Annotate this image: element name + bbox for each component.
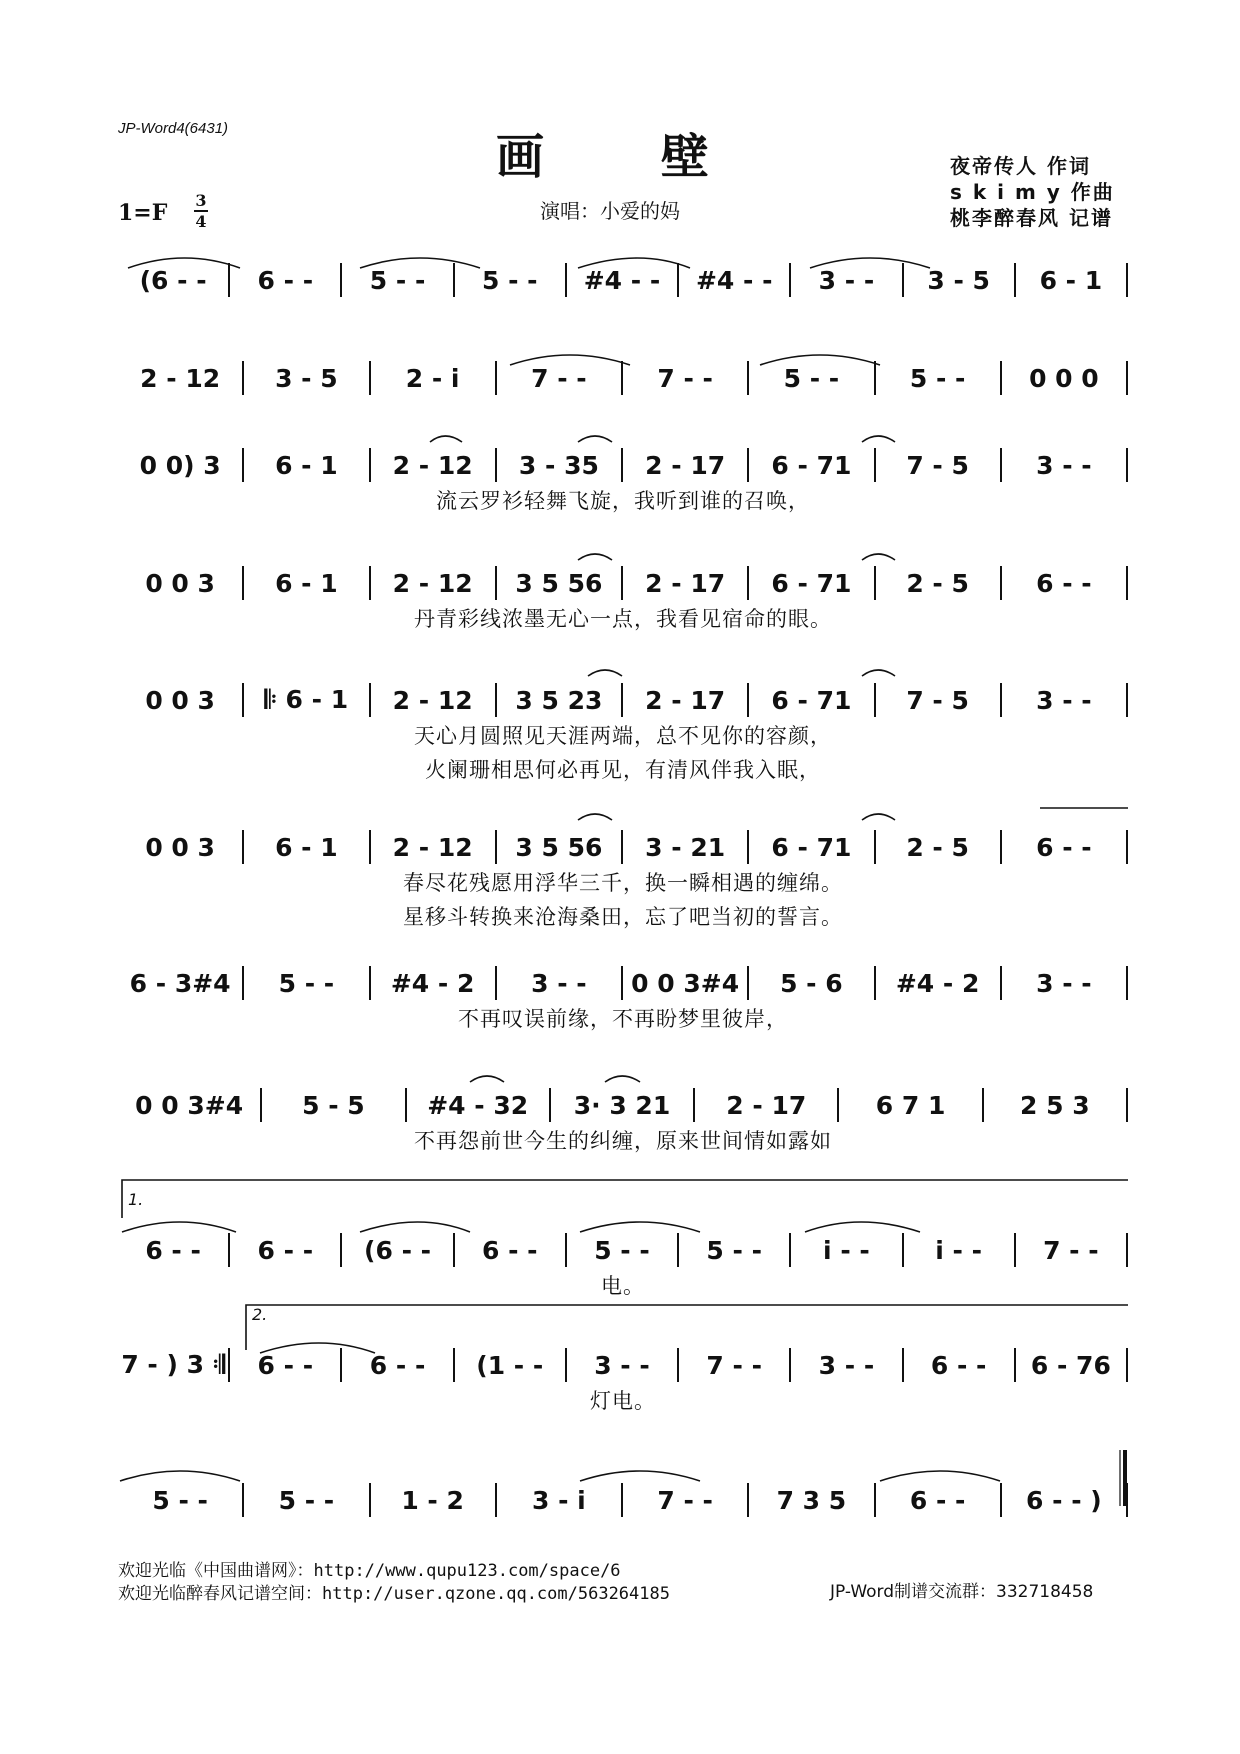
- measure: 1 - 2: [401, 1485, 464, 1515]
- measure: 5 - -: [278, 968, 335, 998]
- score-line: [118, 1085, 1128, 1125]
- measure: 6 - -: [909, 1485, 966, 1515]
- measure: 3 5 56: [515, 568, 603, 598]
- measure: 0 0 3#4: [135, 1090, 244, 1120]
- measure: 6 - 71: [771, 685, 852, 715]
- key-signature: 1=F: [118, 200, 168, 226]
- score-line: [118, 445, 1128, 485]
- measure: 3· 3 21: [573, 1090, 671, 1120]
- measure: 6 7 1: [875, 1090, 946, 1120]
- measure: 2 - 17: [645, 685, 726, 715]
- measure: 6 - 71: [771, 832, 852, 862]
- lyric-line: 丹青彩线浓墨无心一点，我看见宿命的眼。: [414, 607, 832, 631]
- measure: 6 - -: [257, 1235, 314, 1265]
- lyric-line: 春尽花残愿用浮华三千，换一瞬相遇的缠绵。: [403, 871, 843, 895]
- measure: 6 - -: [1036, 832, 1092, 862]
- measure: 3 - -: [1036, 685, 1092, 715]
- score-line: [118, 1480, 1128, 1520]
- measure: 3 - -: [1036, 968, 1092, 998]
- measure: 2 - 12: [392, 685, 473, 715]
- measure: 0 0) 3: [139, 450, 221, 480]
- measure: 2 - 12: [392, 450, 473, 480]
- measure: 2 - 17: [726, 1090, 807, 1120]
- bar-line: [1126, 1348, 1128, 1382]
- measure: 6 - 71: [771, 450, 852, 480]
- measure: 6 - -: [930, 1350, 987, 1380]
- measure: 6 - 3#4: [129, 968, 231, 998]
- measure: 2 - 17: [645, 450, 726, 480]
- measure: 7 - 5: [906, 685, 969, 715]
- measure: 6 - 1: [275, 832, 338, 862]
- transcriber: 桃李醉春风 记谱: [950, 206, 1113, 230]
- measure: 3 - -: [594, 1350, 650, 1380]
- bar-line: [1126, 830, 1128, 864]
- measure: 6 - -: [257, 1350, 314, 1380]
- measure: 3 5 56: [515, 832, 603, 862]
- measure: (1 - -: [476, 1350, 544, 1380]
- measure: 2 - 12: [140, 363, 221, 393]
- measure: 3 - 5: [275, 363, 338, 393]
- footer-group: JP-Word制谱交流群：332718458: [830, 1582, 1094, 1602]
- bar-line: [1126, 966, 1128, 1000]
- measure: 2 - 12: [392, 832, 473, 862]
- footer-site-2[interactable]: 欢迎光临醉春风记谱空间：http://user.qzone.qq.com/563264185: [118, 1584, 670, 1604]
- footer-links: [118, 1560, 670, 1606]
- measure: 7 3 5: [776, 1485, 847, 1515]
- measure: 2 - 5: [906, 832, 969, 862]
- measure: (6 - -: [364, 1235, 432, 1265]
- measure: i - -: [935, 1235, 982, 1265]
- measure: 0 0 3#4: [631, 968, 740, 998]
- measure: 3 - 21: [645, 832, 726, 862]
- lyric-line: 不再怨前世今生的纠缠，原来世间情如露如: [414, 1129, 832, 1153]
- score-line: [118, 680, 1128, 720]
- measure: 7 - -: [531, 363, 587, 393]
- measure: 𝄆 6 - 1: [264, 685, 349, 714]
- credits: [950, 153, 1115, 231]
- measure: 3 - -: [818, 265, 875, 295]
- measure: 3 - 5: [927, 265, 990, 295]
- measure: 3 - -: [818, 1350, 875, 1380]
- measure: (6 - -: [139, 265, 207, 295]
- measure: 5 - -: [369, 265, 426, 295]
- lyric-line: 灯电。: [590, 1389, 656, 1413]
- measure: 6 - -: [257, 265, 314, 295]
- measure: 2 - 12: [392, 568, 473, 598]
- measure: 5 - -: [706, 1235, 762, 1265]
- singer: 演唱：小爱的妈: [540, 199, 680, 223]
- measure: #4 - 32: [427, 1090, 529, 1120]
- measure: 0 0 3: [145, 568, 215, 598]
- lyric-line: 天心月圆照见天涯两端，总不见你的容颜，: [414, 724, 832, 748]
- bar-line: [1126, 1088, 1128, 1122]
- lyric-line: 星移斗转换来沧海桑田，忘了吧当初的誓言。: [403, 905, 843, 929]
- score-line: [118, 827, 1128, 867]
- lyric-line: 流云罗衫轻舞飞旋，我听到谁的召唤，: [436, 489, 810, 513]
- measure: i - -: [823, 1235, 870, 1265]
- bar-line: [1126, 683, 1128, 717]
- measure: 6 - -: [1036, 568, 1092, 598]
- measure: 5 - -: [783, 363, 840, 393]
- measure: 3 5 23: [515, 685, 603, 715]
- measure: 7 - -: [657, 1485, 713, 1515]
- measure: 5 - 5: [302, 1090, 365, 1120]
- footer-site-1[interactable]: 欢迎光临《中国曲谱网》：http://www.qupu123.com/space/6: [118, 1561, 621, 1581]
- measure: 2 - 17: [645, 568, 726, 598]
- measure: 5 - -: [152, 1485, 208, 1515]
- volta-label: 1.: [128, 1190, 144, 1209]
- measure: 6 - 1: [1039, 265, 1103, 295]
- lyric-line: 不再叹误前缘，不再盼梦里彼岸，: [458, 1007, 788, 1031]
- measure: 0 0 0: [1029, 363, 1099, 393]
- measure: #4 - 2: [895, 968, 980, 998]
- bar-line: [1126, 263, 1128, 297]
- measure: 7 - -: [706, 1350, 762, 1380]
- bar-line: [1126, 448, 1128, 482]
- score-line: [118, 358, 1128, 398]
- measure: 7 - -: [657, 363, 713, 393]
- measure: #4 - -: [695, 265, 773, 295]
- bar-line: [1126, 1233, 1128, 1267]
- app-label: JP-Word4(6431): [118, 120, 229, 137]
- lyric-line: 电。: [601, 1274, 645, 1298]
- measure: 0 0 3: [145, 832, 215, 862]
- score-line: [118, 563, 1128, 603]
- composer: s k i m y 作曲: [950, 180, 1115, 204]
- measure: 3 - i: [532, 1485, 586, 1515]
- time-top: 3: [195, 191, 207, 210]
- bar-line: [1126, 566, 1128, 600]
- measure: 6 - - ): [1026, 1485, 1102, 1515]
- measure: 6 - -: [481, 1235, 538, 1265]
- lyricist: 夜帝传人 作词: [950, 154, 1091, 178]
- song-title: 画 壁: [496, 129, 759, 185]
- time-bottom: 4: [195, 212, 207, 231]
- measure: 6 - 1: [275, 568, 338, 598]
- measure: 0 0 3: [145, 685, 215, 715]
- measure: 6 - -: [145, 1235, 201, 1265]
- measure: 5 - -: [909, 363, 966, 393]
- measure: 6 - 71: [771, 568, 852, 598]
- bar-line: [1126, 361, 1128, 395]
- measure: 2 - 5: [906, 568, 969, 598]
- measure: 6 - 1: [275, 450, 338, 480]
- measure: 7 - ) 3 𝄇: [121, 1350, 225, 1379]
- measure: 2 5 3: [1020, 1090, 1090, 1120]
- measure: 5 - 6: [780, 968, 843, 998]
- measure: 6 - -: [369, 1350, 426, 1380]
- measure: #4 - -: [583, 265, 661, 295]
- measure: 3 - -: [531, 968, 587, 998]
- time-signature: [194, 192, 208, 230]
- volta-label: 2.: [252, 1305, 268, 1324]
- measure: 7 - -: [1043, 1235, 1099, 1265]
- measure: 5 - -: [594, 1235, 650, 1265]
- measure: 5 - -: [481, 265, 538, 295]
- score-line: [118, 963, 1128, 1003]
- score-line: [118, 1345, 1128, 1385]
- measure: 3 - 35: [518, 450, 599, 480]
- measure: 7 - 5: [906, 450, 969, 480]
- measure: #4 - 2: [390, 968, 475, 998]
- measure: 2 - i: [405, 363, 460, 393]
- score-line: [118, 260, 1128, 300]
- measure: 6 - 76: [1030, 1350, 1111, 1380]
- score-line: [118, 1230, 1128, 1270]
- measure: 3 - -: [1036, 450, 1092, 480]
- measure: 5 - -: [278, 1485, 335, 1515]
- bar-line: [1126, 1483, 1128, 1517]
- lyric-line: 火阑珊相思何必再见，有清风伴我入眠，: [425, 758, 821, 782]
